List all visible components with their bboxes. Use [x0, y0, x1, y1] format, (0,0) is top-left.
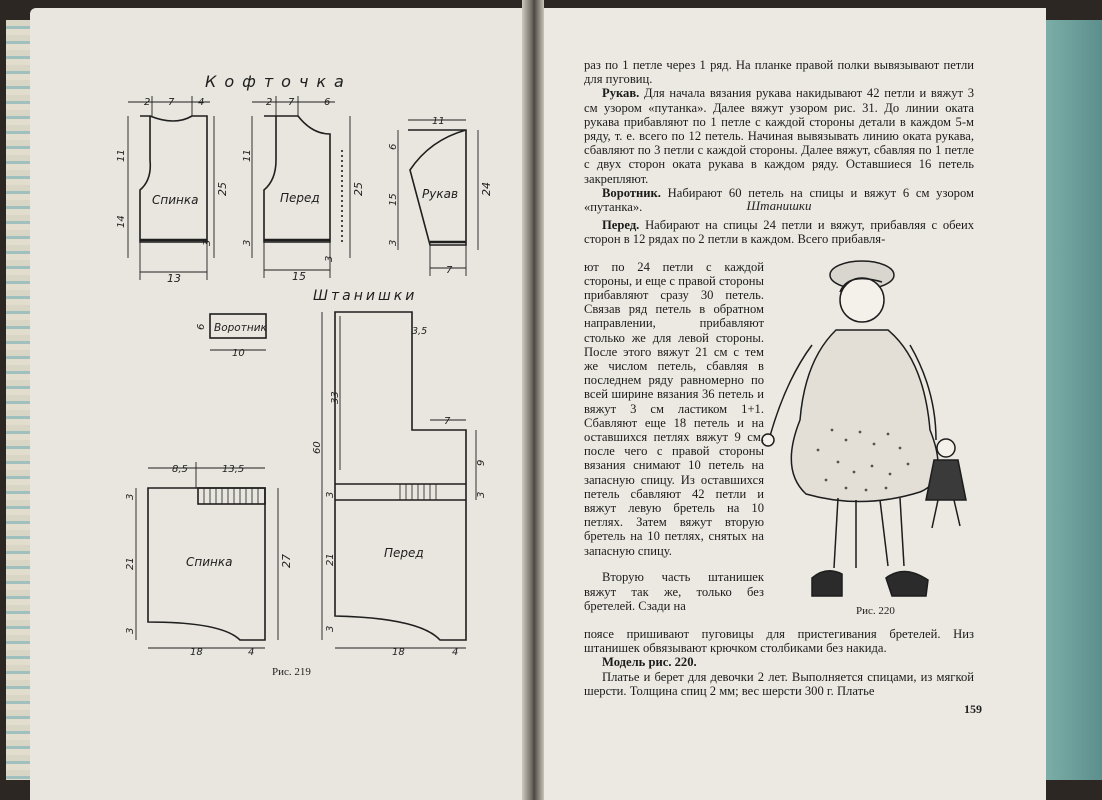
- front-text-b: ют по 24 петли с каждой стороны, и еще с правой стороны прибавляют сразу 30 петель. Связав ряд петель в обратном направлении, прибавляют столько же для левой стороны. После этого вяжут 21 см с тем же числом петель, сбавляя в последнем ряду равномерно по всей ширине вязания 36 петель и вяжут 3 см ластиком 1+1. Сбавляют еще 18 петель и на оставшихся петлях вяжут 9 см, после чего с правой стороны вязания снимают 10 петель на запасную спицу. Из оставшихся петель сбавляют 42 петли и вяжут левую бретель на 10 петлях. Затем вяжут вторую бретель на 10 петлях, снятых на запасную спицу.: [584, 259, 764, 558]
- model-heading: Модель рис. 220.: [602, 655, 697, 670]
- dim-13-5: 13,5: [222, 464, 245, 475]
- sleeve-text: Для начала вязания рукава накидывают 42 петли и вяжут 3 см узором «путанка». Далее вяжут узором рис. 31. До линии оката рукава прибавляют по 1 петле с каждой стороны детали в каждом 5-м ряду, т. е. всего по 12 петель. Начиная вывязывать линию оката рукава, сбавляют по 3 петли с каждой стороны. Далее вяжут, сбавляя по 1 петле с двух сторон оката рукава в каждом ряду. Оставшиеся 16 петель закрепляют.: [584, 86, 974, 186]
- dim-v11b: 11: [242, 149, 253, 162]
- dim-b-v21b: 21: [325, 553, 336, 566]
- collar-text: Набирают 60 петель на спицы и вяжут 6 см узором «путанка».: [584, 185, 974, 215]
- section-title-shorts: Штанишки: [746, 198, 812, 213]
- dim-4a: 4: [198, 97, 205, 108]
- dim-3-5: 3,5: [412, 326, 428, 337]
- blouse-front-shape: [264, 116, 330, 242]
- dim-8-5: 8,5: [172, 464, 188, 475]
- dim-7a: 7: [168, 97, 175, 108]
- dim-b-v3b: 3: [125, 627, 136, 634]
- blouse-title: Кофточка: [205, 72, 352, 91]
- dim-v15: 15: [388, 193, 399, 206]
- paragraph-front-wrap: [584, 247, 764, 626]
- dim-v3a: 3: [202, 239, 213, 246]
- dim-b-w7: 7: [444, 416, 451, 427]
- heading-collar: Воротник.: [602, 185, 661, 200]
- dim-v24: 24: [480, 182, 493, 196]
- shorts-title: Штанишки: [313, 288, 418, 304]
- dim-b-w4b: 4: [452, 647, 459, 658]
- front-text-a: Набирают на спицы 24 петли и вяжут, прибавляя с обеих сторон в 12 рядах по 2 петли в каждом. Всего прибавля-: [584, 218, 974, 247]
- text-block-top: [584, 58, 974, 214]
- dim-w13: 13: [167, 272, 181, 285]
- dim-6: 6: [324, 97, 331, 108]
- second-part-text: Вторую часть штанишек вяжут так же, только без бретелей. Сзади на: [584, 570, 764, 613]
- dim-b-v21a: 21: [125, 557, 136, 570]
- label-pered: Перед: [280, 191, 320, 205]
- dim-b-v3e: 3: [325, 625, 336, 632]
- heading-front: Перед.: [602, 218, 640, 232]
- dim-w3: 3: [324, 255, 335, 262]
- page-number: 159: [964, 702, 982, 716]
- model-text: Платье и берет для девочки 2 лет. Выполняется спицами, из мягкой шерсти. Толщина спиц 2 мм; вес шерсти 300 г. Платье: [584, 669, 974, 698]
- dim-b-w18a: 18: [190, 647, 203, 658]
- heading-sleeve: Рукав.: [602, 86, 640, 101]
- dim-11: 11: [432, 116, 445, 127]
- dim-v14: 14: [116, 215, 127, 228]
- girl-illustration: [762, 261, 966, 596]
- dim-b-v3c: 3: [325, 491, 336, 498]
- dim-b-v3d: 3: [476, 491, 487, 498]
- text-block-bottom: [584, 627, 974, 698]
- paragraph-1: раз по 1 петле через 1 ряд. На планке правой полки вывязывают петли для пуговиц.: [584, 58, 974, 87]
- blouse-back-shape: [140, 116, 207, 242]
- figure-220-caption: Рис. 220: [856, 605, 895, 617]
- label-shorts-spinka: Спинка: [186, 555, 233, 569]
- dim-w15: 15: [292, 270, 306, 283]
- label-rukav: Рукав: [422, 187, 459, 201]
- dim-v25b: 25: [352, 182, 365, 196]
- paragraph-sleeve: [584, 86, 974, 185]
- label-shorts-pered: Перед: [384, 546, 424, 560]
- dim-b-v27: 27: [280, 554, 293, 568]
- shorts-end-text: поясе пришивают пуговицы для пристегивания бретелей. Низ штанишек обвязывают крючком столбиками без накида.: [584, 627, 974, 656]
- paragraph-front-start: [584, 218, 974, 246]
- dim-b-w4a: 4: [248, 647, 255, 658]
- collar-width: 10: [232, 348, 245, 359]
- collar-label: Воротник: [214, 322, 267, 334]
- dim-v3c: 3: [388, 239, 399, 246]
- dim-w7: 7: [446, 265, 453, 276]
- dim-v9: 9: [476, 459, 487, 466]
- figure-219-caption: Рис. 219: [272, 666, 311, 678]
- dim-v60: 60: [312, 441, 323, 454]
- dim-v3b: 3: [242, 239, 253, 246]
- dim-v33: 33: [330, 391, 341, 404]
- shorts-front-shape: [335, 312, 466, 640]
- dim-7b: 7: [288, 97, 295, 108]
- dim-v6: 6: [388, 143, 399, 150]
- dim-v25a: 25: [216, 182, 229, 196]
- dim-b-w18b: 18: [392, 647, 405, 658]
- dim-v11a: 11: [116, 149, 127, 162]
- dim-2a: 2: [144, 97, 151, 108]
- dim-b-v3a: 3: [125, 493, 136, 500]
- collar-height: 6: [196, 323, 207, 330]
- label-spinka: Спинка: [152, 193, 199, 207]
- dim-2b: 2: [266, 97, 273, 108]
